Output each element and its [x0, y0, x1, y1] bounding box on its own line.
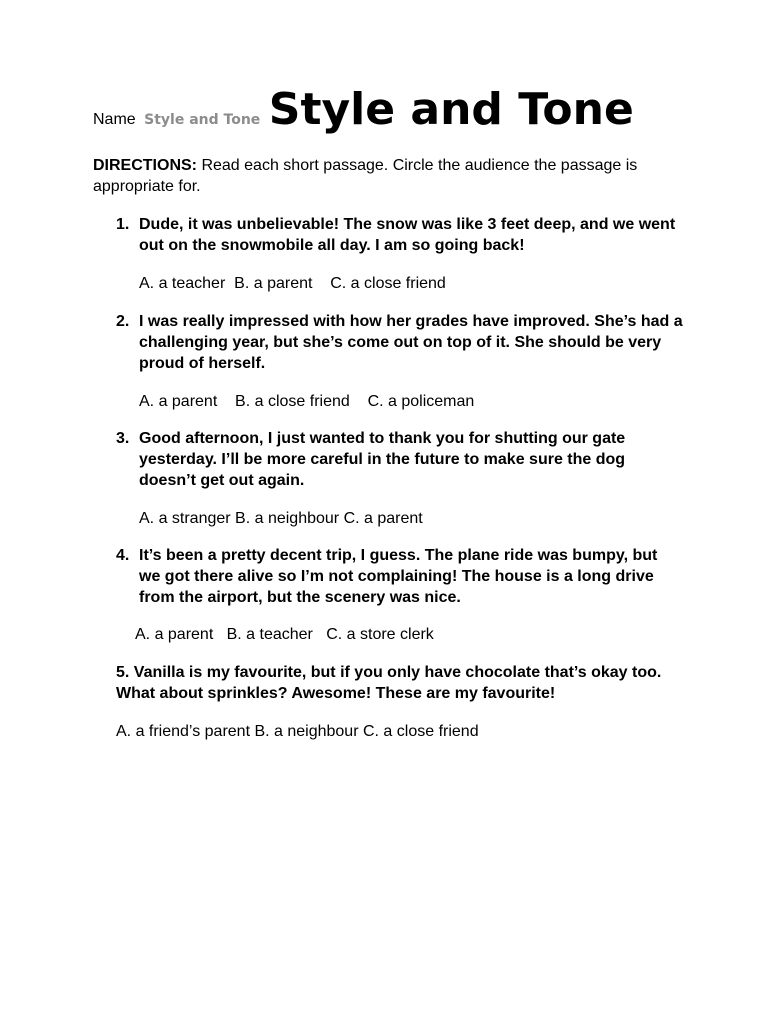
question-3: [116, 428, 716, 529]
question-number: 2.: [116, 313, 130, 330]
directions-line-1: Read each short passage. Circle the audience the passage is: [201, 157, 638, 174]
question-1: [116, 214, 716, 294]
question-text-line: doesn’t get out again.: [139, 472, 305, 489]
question-number: 1.: [116, 216, 130, 233]
directions-label: DIRECTIONS:: [93, 157, 197, 174]
answer-choices: A. a parent B. a teacher C. a store clerk: [135, 626, 434, 643]
question-text-line: 5. Vanilla is my favourite, but if you only have chocolate that’s okay too.: [116, 664, 662, 681]
directions-line-2: appropriate for.: [93, 178, 201, 195]
name-value: Style and Tone: [144, 112, 261, 128]
question-4: [116, 545, 726, 608]
question-2: [116, 311, 716, 412]
question-text-line: from the airport, but the scenery was nice.: [139, 589, 461, 606]
question-text-line: I was really impressed with how her grades have improved. She’s had a: [139, 313, 683, 330]
answer-choices: A. a parent B. a close friend C. a policeman: [139, 393, 475, 410]
directions: [93, 155, 693, 197]
question-number: 4.: [116, 547, 130, 564]
page-title: Style and Tone: [268, 84, 634, 135]
question-text-line: What about sprinkles? Awesome! These are my favourite!: [116, 685, 556, 702]
answer-choices: A. a stranger B. a neighbour C. a parent: [139, 510, 423, 527]
question-text-line: It’s been a pretty decent trip, I guess. The plane ride was bumpy, but: [139, 547, 658, 564]
question-text-line: yesterday. I’ll be more careful in the future to make sure the dog: [139, 451, 626, 468]
question-text-line: proud of herself.: [139, 355, 266, 372]
question-text-line: Dude, it was unbelievable! The snow was like 3 feet deep, and we went: [139, 216, 676, 233]
worksheet-header: [93, 84, 634, 135]
question-text-line: Good afternoon, I just wanted to thank you for shutting our gate: [139, 430, 626, 447]
question-text-line: out on the snowmobile all day. I am so going back!: [139, 237, 525, 254]
question-number: 3.: [116, 430, 130, 447]
question-text-line: we got there alive so I’m not complaining! The house is a long drive: [139, 568, 654, 585]
answer-choices: A. a friend’s parent B. a neighbour C. a close friend: [116, 723, 479, 740]
answer-choices: A. a teacher B. a parent C. a close friend: [139, 275, 446, 292]
name-label: Name: [93, 111, 136, 128]
question-5: [116, 662, 736, 742]
question-text-line: challenging year, but she’s come out on top of it. She should be very: [139, 334, 662, 351]
